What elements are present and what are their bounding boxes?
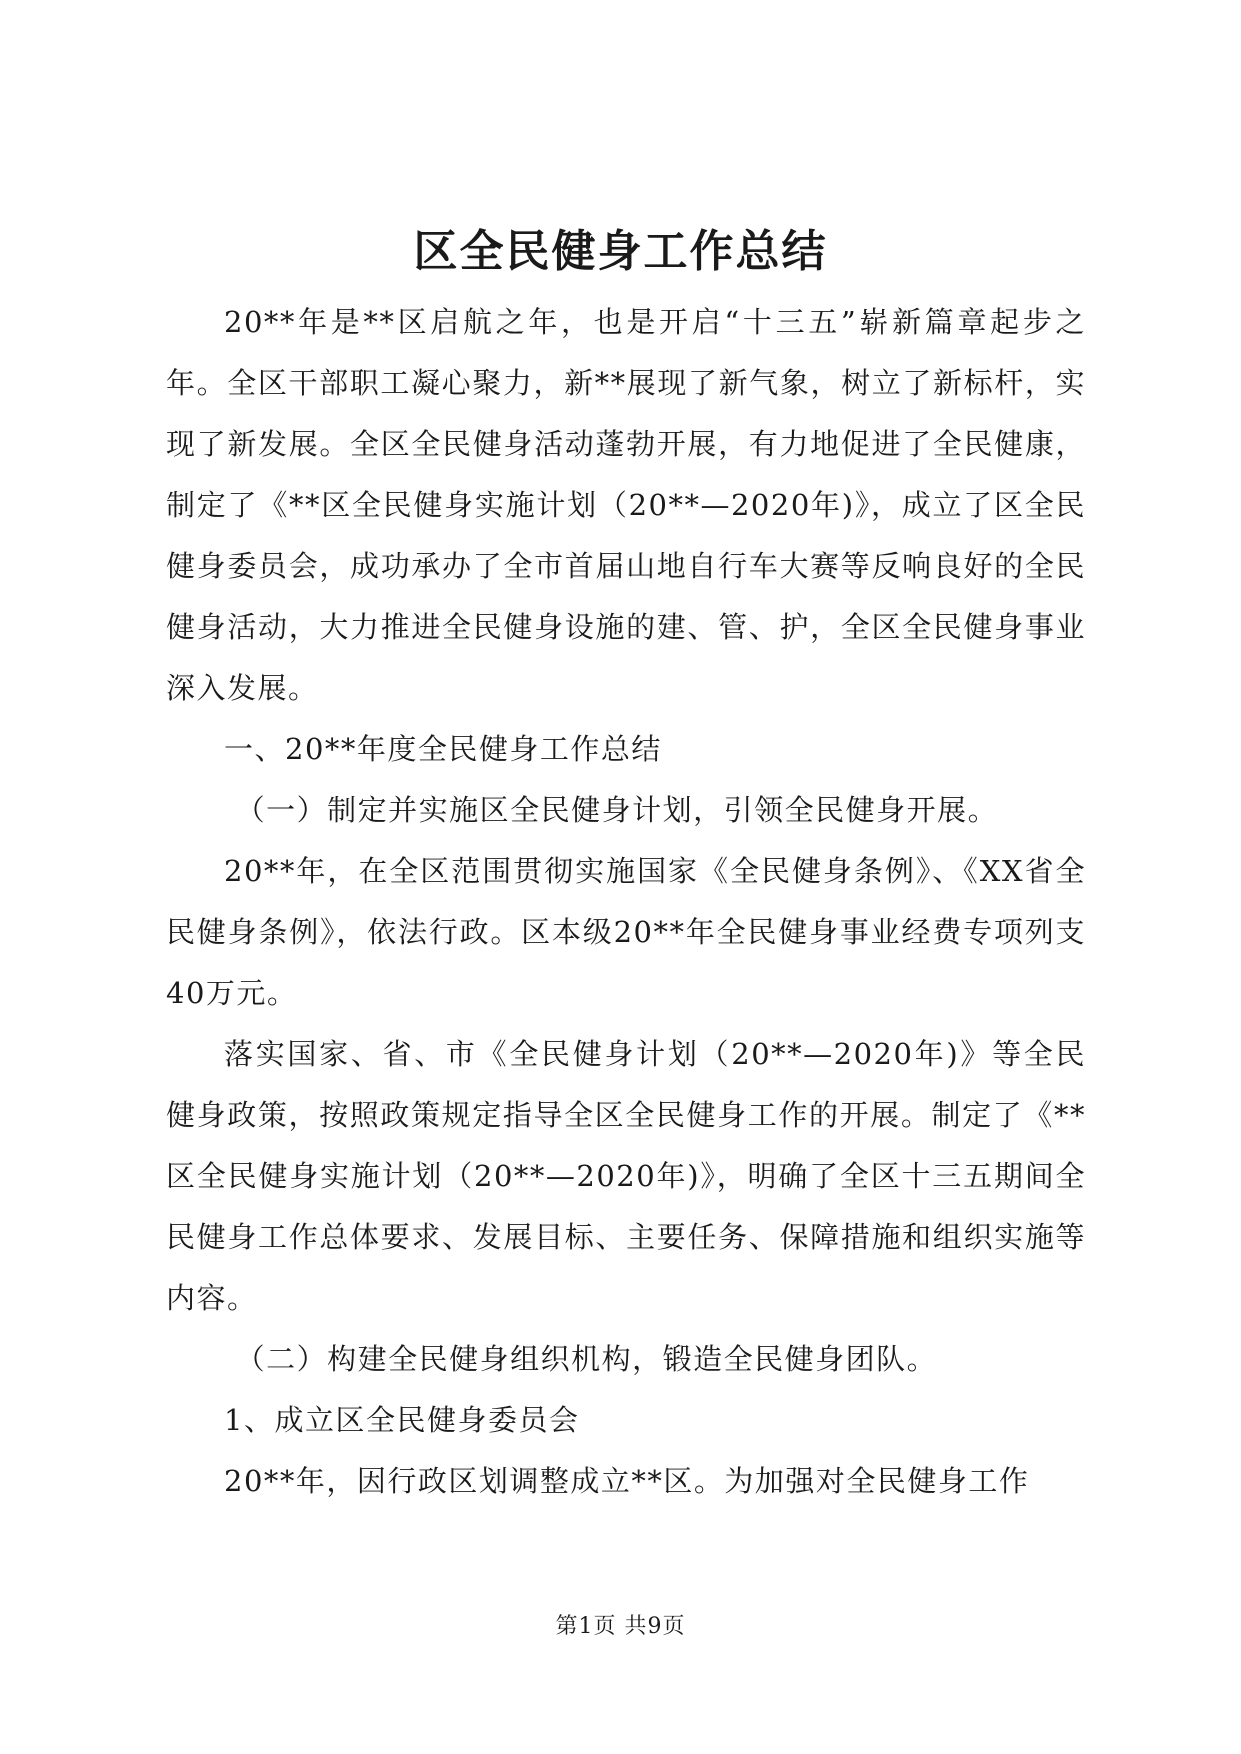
- paragraph-intro: 20**年是**区启航之年，也是开启“十三五”崭新篇章起步之年。全区干部职工凝心聚力，新**展现了新气象，树立了新标杆，实现了新发展。全区全民健身活动蓬勃开展，有力地促进了全民健康，制定了《**区全民健身实施计划（20**—2020年)》，成立了区全民健身委员会，成功承办了全市首届山地自行车大赛等反响良好的全民健身活动，大力推进全民健身设施的建、管、护，全区全民健身事业深入发展。: [166, 305, 1086, 705]
- paragraph-plan: 落实国家、省、市《全民健身计划（20**—2020年)》等全民健身政策，按照政策规定指导全区全民健身工作的开展。制定了《**区全民健身实施计划（20**—2020年)》，明确了全区十三五期间全民健身工作总体要求、发展目标、主要任务、保障措施和组织实施等内容。: [166, 1037, 1086, 1315]
- item-heading-1: 1、成立区全民健身委员会: [224, 1403, 580, 1437]
- subsection-heading-1: （一）制定并实施区全民健身计划，引领全民健身开展。: [235, 793, 999, 827]
- document-title: 区全民健身工作总结: [413, 226, 828, 277]
- page-number-footer: 第1页 共9页: [555, 1614, 686, 1639]
- paragraph-committee: 20**年，因行政区划调整成立**区。为加强对全民健身工作: [224, 1464, 1030, 1498]
- subsection-heading-2: （二）构建全民健身组织机构，锻造全民健身团队。: [235, 1342, 938, 1376]
- paragraph-regulations: 20**年，在全区范围贯彻实施国家《全民健身条例》、《XX省全民健身条例》，依法行政。区本级20**年全民健身事业经费专项列支40万元。: [166, 854, 1086, 1010]
- section-heading-1: 一、20**年度全民健身工作总结: [224, 732, 662, 766]
- document-body: [166, 292, 1086, 1512]
